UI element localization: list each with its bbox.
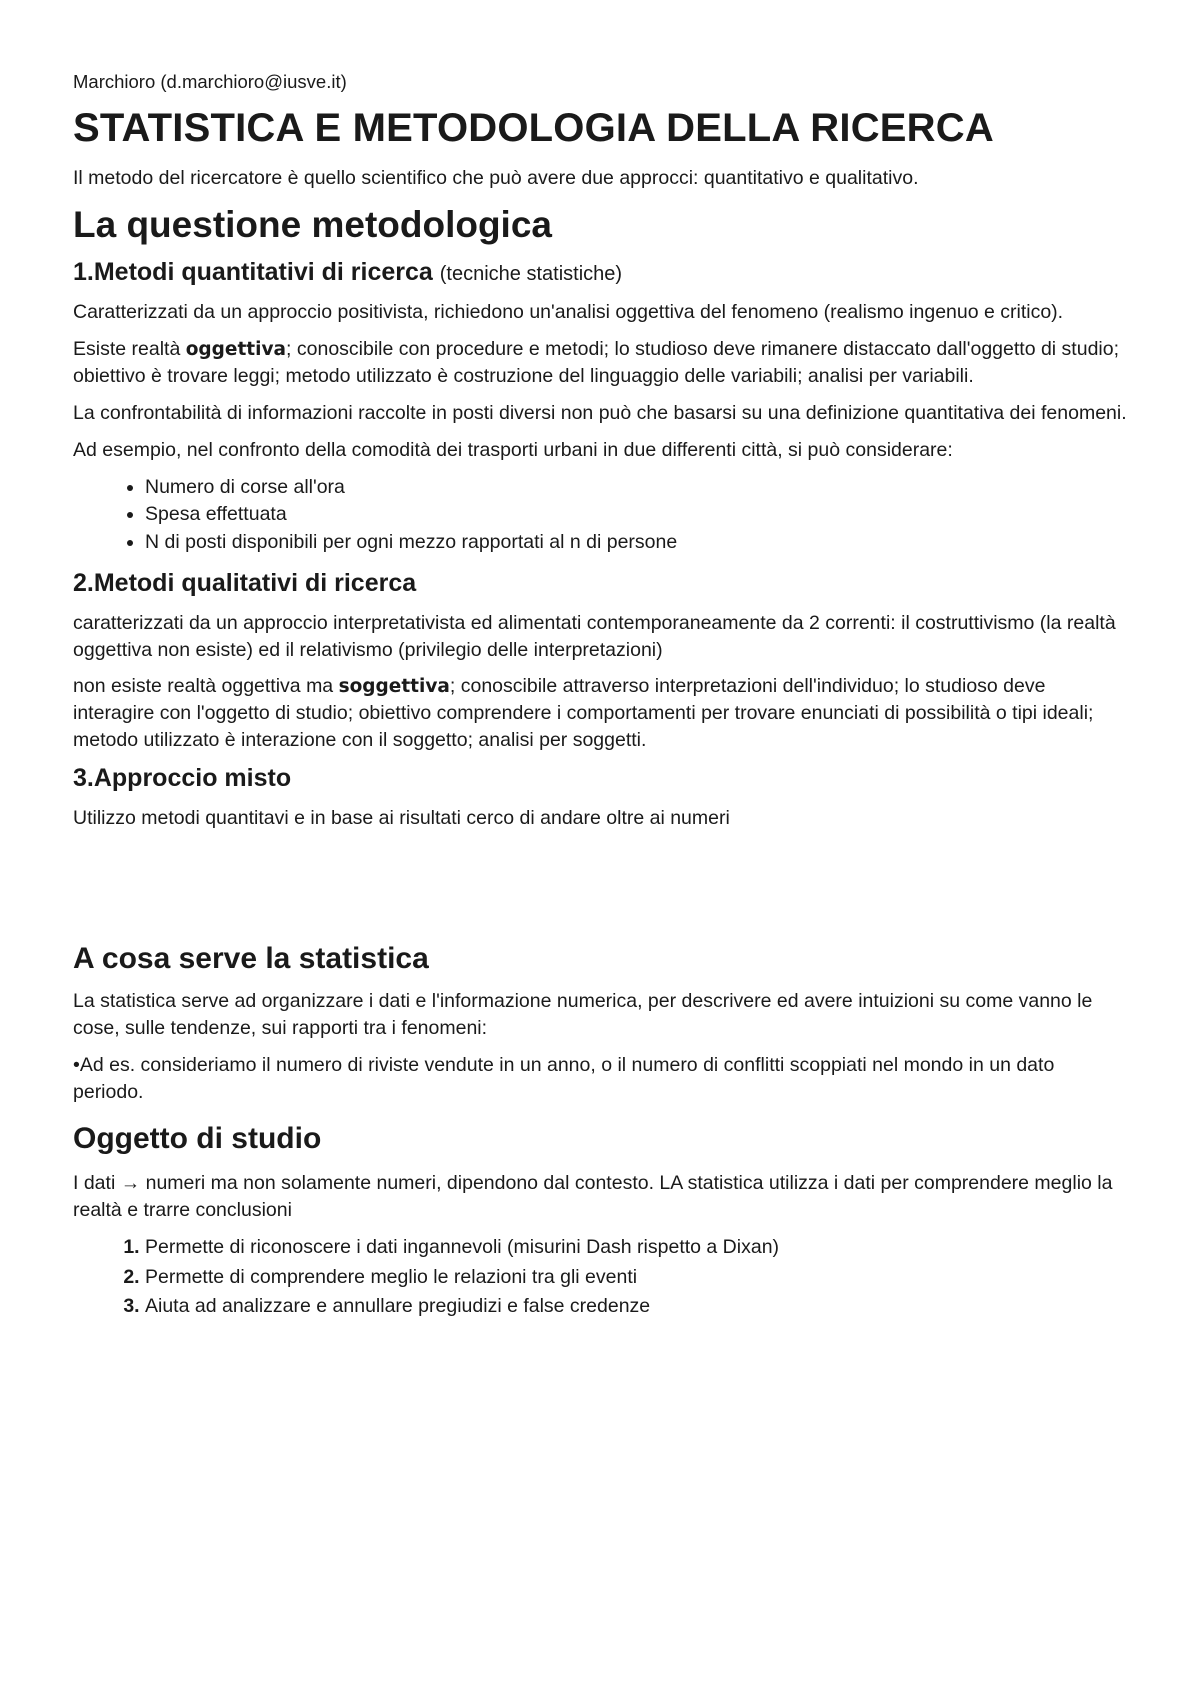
section-heading-oggetto: Oggetto di studio (73, 1121, 322, 1155)
quant-paragraph-1: Caratterizzati da un approccio positivista, richiedono un'analisi oggettiva del fenomeno (realismo ingenuo e critico). (73, 301, 1064, 323)
subheading-qualitativi: 2.Metodi qualitativi di ricerca (73, 568, 417, 597)
quant-p2-bold: oggettiva (185, 338, 287, 360)
list-item: • N di posti disponibili per ogni mezzo rapportati al n di persone (145, 529, 1128, 557)
quant-paragraph-2 (73, 336, 1128, 390)
quant-p2-post: ; conoscibile con procedure e metodi; lo studioso deve rimanere distaccato dall'oggetto di studio; obiettivo è trovare leggi; metodo utilizzato è costruzione del linguaggio delle variabili; analisi per variabili. (73, 337, 1120, 387)
section-heading-metodologica: La questione metodologica (73, 204, 552, 245)
author-line: Marchioro (d.marchioro@iusve.it) (73, 71, 347, 92)
qual-p2-bold: soggettiva (338, 676, 450, 698)
qual-p2-post: ; conoscibile attraverso interpretazioni dell'individuo; lo studioso deve interagire con l'oggetto di studio; obiettivo comprendere i comportamenti per trovare enunciati di possibilità o tipi ideali; metodo utilizzato è interazione con il soggetto; analisi per soggetti. (73, 675, 1094, 752)
subheading-quantitativi-note: (tecniche statistiche) (439, 263, 623, 285)
list-item: 1. Permette di riconoscere i dati ingannevoli (misurini Dash rispetto a Dixan) (145, 1233, 1128, 1262)
intro-paragraph: Il metodo del ricercatore è quello scientifico che può avere due approcci: quantitativo e qualitativo. (73, 167, 919, 189)
stat-paragraph-1: La statistica serve ad organizzare i dati e l'informazione numerica, per descrivere ed avere intuizioni su come vanno le cose, sulle tendenze, sui rapporti tra i fenomeni: (73, 990, 1093, 1039)
subheading-misto: 3.Approccio misto (73, 764, 292, 793)
quant-p2-pre: Esiste realtà (73, 337, 186, 360)
qual-paragraph-2 (73, 673, 1128, 754)
quant-paragraph-4: Ad esempio, nel confronto della comodità dei trasporti urbani in due differenti città, si può considerare: (73, 438, 953, 461)
qual-paragraph-1: caratterizzati da un approccio interpretativista ed alimentati contemporaneamente da 2 correnti: il costruttivismo (la realtà oggettiva non esiste) ed il relativismo (privilegio delle interpretazioni) (73, 611, 1116, 661)
list-item: 3. Aiuta ad analizzare e annullare pregiudizi e false credenze (145, 1292, 1128, 1321)
list-item: • Numero di corse all'ora (145, 474, 1128, 502)
mixed-paragraph-1: Utilizzo metodi quantitavi e in base ai risultati cerco di andare oltre ai numeri (73, 807, 730, 830)
subheading-quantitativi-text: 1.Metodi quantitativi di ricerca (73, 258, 433, 286)
document-title: STATISTICA E METODOLOGIA DELLA RICERCA (73, 106, 994, 150)
stat-paragraph-2: •Ad es. consideriamo il numero di riviste vendute in un anno, o il numero di conflitti scoppiati nel mondo in un dato periodo. (73, 1053, 1055, 1103)
section-heading-statistica: A cosa serve la statistica (73, 942, 429, 976)
quant-paragraph-3: La confrontabilità di informazioni raccolte in posti diversi non può che basarsi su una definizione quantitativa dei fenomeni. (73, 401, 1127, 424)
list-item: 2. Permette di comprendere meglio le relazioni tra gli eventi (145, 1263, 1128, 1292)
oggetto-numbered-list (73, 1233, 1128, 1321)
subheading-quantitativi (73, 258, 1128, 287)
qual-p2-pre: non esiste realtà oggettiva ma (73, 675, 339, 698)
list-item: • Spesa effettuata (145, 501, 1128, 529)
quant-bullet-list (73, 474, 1128, 557)
oggetto-paragraph-1: I dati → numeri ma non solamente numeri, dipendono dal contesto. LA statistica utilizza i dati per comprendere meglio la realtà e trarre conclusioni (73, 1171, 1113, 1221)
